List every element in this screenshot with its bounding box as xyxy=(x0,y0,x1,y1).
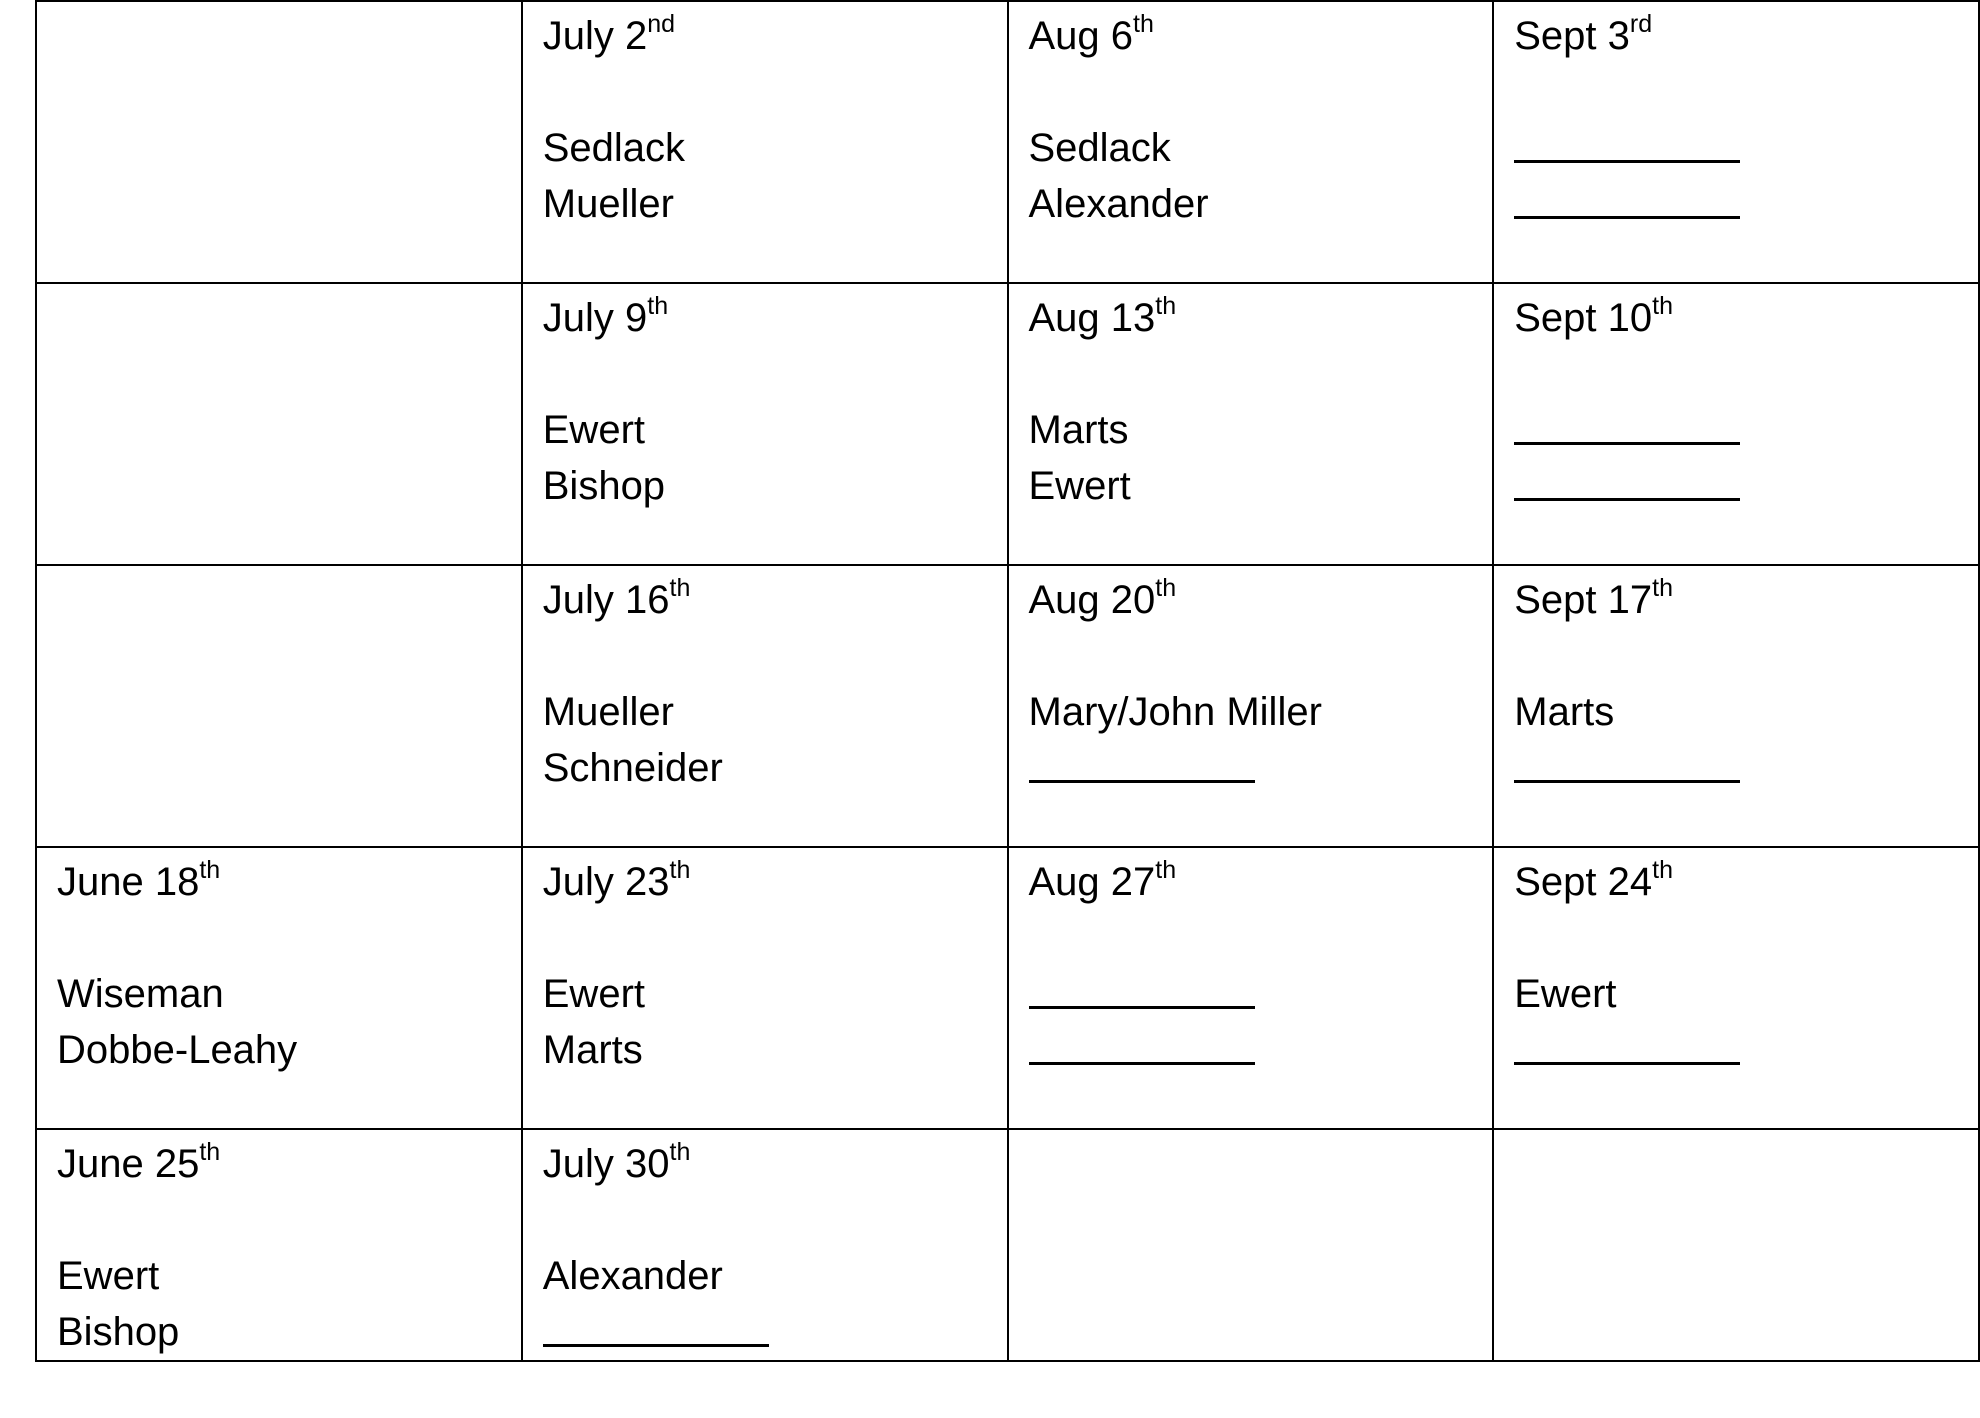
volunteer-name: Bishop xyxy=(542,464,666,508)
cell-content xyxy=(1009,2,1493,232)
date-ordinal-suffix: th xyxy=(669,574,691,602)
cell-content xyxy=(523,1130,1007,1360)
date-ordinal-suffix: th xyxy=(669,856,691,884)
date-ordinal-suffix: th xyxy=(1133,10,1154,38)
date-text: July 9 xyxy=(542,296,648,340)
cell-content xyxy=(1009,848,1493,1078)
date-label xyxy=(1029,572,1493,628)
date-ordinal-suffix: nd xyxy=(647,10,676,38)
date-ordinal-suffix: th xyxy=(1155,574,1177,602)
schedule-table xyxy=(35,0,1980,1362)
date-label xyxy=(1029,290,1493,346)
date-label xyxy=(1514,572,1978,628)
volunteer-name: Marts xyxy=(1514,690,1615,734)
volunteer-name: Bishop xyxy=(57,1310,180,1354)
blank-slot xyxy=(1029,1022,1493,1078)
date-text: Aug 27 xyxy=(1028,860,1156,904)
spacer xyxy=(1514,628,1978,684)
volunteer-name: Alexander xyxy=(542,1254,723,1298)
volunteer-name: Marts xyxy=(1028,408,1129,452)
cell-content xyxy=(1494,566,1978,796)
spacer xyxy=(543,910,1007,966)
spacer xyxy=(1514,64,1978,120)
date-ordinal-suffix: th xyxy=(669,1138,691,1166)
date-ordinal-suffix: th xyxy=(199,1138,221,1166)
date-text: Aug 20 xyxy=(1028,578,1156,622)
schedule-cell xyxy=(1008,1129,1494,1361)
date-text: Aug 6 xyxy=(1028,14,1134,58)
schedule-cell xyxy=(36,1,522,283)
volunteer-name: Mueller xyxy=(542,182,674,226)
volunteer-name: Wiseman xyxy=(57,972,224,1016)
date-text: July 16 xyxy=(542,578,670,622)
schedule-cell xyxy=(522,283,1008,565)
date-text: July 30 xyxy=(542,1142,670,1186)
schedule-cell xyxy=(1493,1129,1979,1361)
cell-content xyxy=(523,284,1007,514)
volunteer-name: Ewert xyxy=(1514,972,1617,1016)
cell-content xyxy=(37,848,521,1078)
spacer xyxy=(543,1192,1007,1248)
date-label xyxy=(543,290,1007,346)
blank-slot xyxy=(543,1304,1007,1360)
cell-content xyxy=(523,566,1007,796)
blank-line xyxy=(1514,120,1740,163)
volunteer-name: Ewert xyxy=(1028,464,1131,508)
cell-content xyxy=(1494,284,1978,514)
schedule-cell xyxy=(36,283,522,565)
volunteer-name: Ewert xyxy=(57,1254,160,1298)
spacer xyxy=(1029,346,1493,402)
volunteer-name: Sedlack xyxy=(1028,126,1171,170)
blank-slot xyxy=(1029,966,1493,1022)
spacer xyxy=(543,64,1007,120)
date-ordinal-suffix: th xyxy=(1155,292,1177,320)
schedule-cell xyxy=(522,1129,1008,1361)
schedule-cell xyxy=(1493,283,1979,565)
blank-line xyxy=(1514,176,1740,219)
spacer xyxy=(543,628,1007,684)
cell-content xyxy=(1494,848,1978,1078)
schedule-cell xyxy=(1493,1,1979,283)
date-text: Aug 13 xyxy=(1028,296,1156,340)
blank-slot xyxy=(1514,740,1978,796)
date-label xyxy=(57,854,521,910)
date-ordinal-suffix: th xyxy=(1155,856,1177,884)
blank-slot xyxy=(1514,176,1978,232)
volunteer-name: Alexander xyxy=(1028,182,1209,226)
spacer xyxy=(1514,346,1978,402)
blank-slot xyxy=(1029,740,1493,796)
volunteer-name: Mary/John Miller xyxy=(1028,690,1322,734)
date-label xyxy=(1029,8,1493,64)
date-label xyxy=(1514,854,1978,910)
schedule-cell xyxy=(1493,565,1979,847)
schedule-row xyxy=(36,1,1979,283)
blank-line xyxy=(1029,1022,1255,1065)
schedule-row xyxy=(36,847,1979,1129)
blank-slot xyxy=(1514,402,1978,458)
blank-line xyxy=(1514,402,1740,445)
spacer xyxy=(1029,64,1493,120)
spacer xyxy=(1514,910,1978,966)
schedule-cell xyxy=(1008,1,1494,283)
blank-line xyxy=(1029,966,1255,1009)
date-label xyxy=(543,854,1007,910)
cell-content xyxy=(1009,284,1493,514)
schedule-cell xyxy=(1008,565,1494,847)
schedule-cell xyxy=(1008,283,1494,565)
volunteer-name: Sedlack xyxy=(542,126,686,170)
blank-line xyxy=(1514,740,1740,783)
date-text: June 18 xyxy=(57,860,200,904)
blank-line xyxy=(1514,1022,1740,1065)
blank-slot xyxy=(1514,1022,1978,1078)
date-ordinal-suffix: th xyxy=(647,292,669,320)
date-ordinal-suffix: th xyxy=(1652,856,1673,884)
spacer xyxy=(543,346,1007,402)
date-text: July 2 xyxy=(542,14,648,58)
schedule-cell xyxy=(1008,847,1494,1129)
schedule-row xyxy=(36,283,1979,565)
date-ordinal-suffix: th xyxy=(1652,574,1673,602)
schedule-body xyxy=(36,1,1979,1361)
cell-content xyxy=(523,848,1007,1078)
schedule-row xyxy=(36,1129,1979,1361)
date-label xyxy=(57,1136,521,1192)
date-text: July 23 xyxy=(542,860,670,904)
schedule-cell xyxy=(522,1,1008,283)
spacer xyxy=(1029,628,1493,684)
date-label xyxy=(543,8,1007,64)
spacer xyxy=(57,1192,521,1248)
schedule-cell xyxy=(1493,847,1979,1129)
volunteer-name: Dobbe-Leahy xyxy=(57,1028,298,1072)
schedule-cell xyxy=(36,565,522,847)
cell-content xyxy=(1494,2,1978,232)
blank-slot xyxy=(1514,120,1978,176)
blank-line xyxy=(1514,458,1740,501)
volunteer-name: Ewert xyxy=(542,972,645,1016)
blank-line xyxy=(1029,740,1255,783)
schedule-cell xyxy=(522,847,1008,1129)
blank-slot xyxy=(1514,458,1978,514)
schedule-row xyxy=(36,565,1979,847)
volunteer-name: Marts xyxy=(542,1028,643,1072)
cell-content xyxy=(523,2,1007,232)
date-ordinal-suffix: th xyxy=(1652,292,1673,320)
date-text: Sept 24 xyxy=(1514,860,1653,904)
spacer xyxy=(1029,910,1493,966)
volunteer-name: Mueller xyxy=(542,690,674,734)
date-text: June 25 xyxy=(57,1142,200,1186)
date-label xyxy=(543,1136,1007,1192)
schedule-cell xyxy=(36,847,522,1129)
schedule-cell xyxy=(522,565,1008,847)
date-label xyxy=(1514,8,1978,64)
spacer xyxy=(57,910,521,966)
date-ordinal-suffix: th xyxy=(199,856,221,884)
date-label xyxy=(1029,854,1493,910)
volunteer-name: Ewert xyxy=(542,408,645,452)
volunteer-name: Schneider xyxy=(542,746,723,790)
date-ordinal-suffix: rd xyxy=(1629,10,1653,38)
schedule-cell xyxy=(36,1129,522,1361)
blank-line xyxy=(543,1304,769,1347)
cell-content xyxy=(37,1130,521,1360)
date-text: Sept 10 xyxy=(1514,296,1653,340)
date-text: Sept 3 xyxy=(1514,14,1630,58)
date-label xyxy=(543,572,1007,628)
date-text: Sept 17 xyxy=(1514,578,1653,622)
cell-content xyxy=(1009,566,1493,796)
date-label xyxy=(1514,290,1978,346)
